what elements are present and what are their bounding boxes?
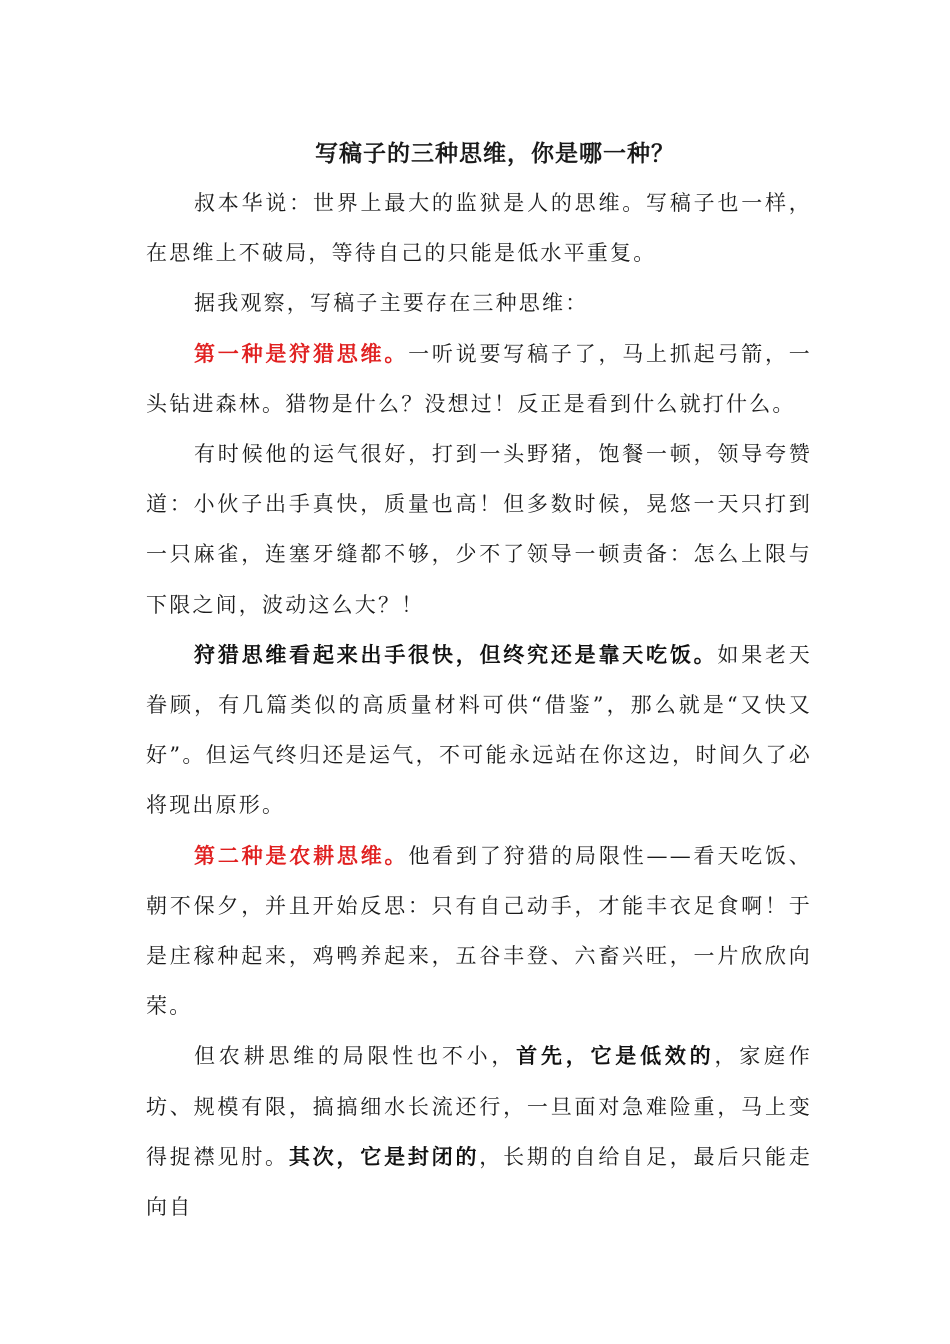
paragraph-text: ，长期的自给自足，最后只能走向自 [146,1144,812,1220]
bold-phrase: 其次，它是封闭的 [288,1143,480,1169]
document-title: 写稿子的三种思维，你是哪一种？ [315,140,675,167]
paragraph-intro [146,178,812,278]
paragraph-farming-limits [146,1031,812,1232]
document-body [146,178,812,1232]
paragraph-text: ，家庭作坊、规模有限，搞搞细水长流还行，一旦面对急难险重，马上变得捉襟见肘。 [146,1044,812,1169]
paragraph-text: 他看到了狩猎的局限性——看天吃饭、朝不保夕，并且开始反思：只有自己动手，才能丰衣足食啊！于是庄稼种起来，鸡鸭养起来，五谷丰登、六畜兴旺，一片欣欣向荣。 [146,843,812,1019]
paragraph-text: 如果老天眷顾，有几篇类似的高质量材料可供“借鉴”，那么就是“又快又好”。但运气终归还是运气，不可能永远站在你这边，时间久了必将现出原形。 [146,642,812,818]
paragraph-hunting-heading [146,329,812,429]
paragraph-hunting-summary [146,630,812,831]
paragraph-observation [146,278,812,328]
paragraph-text: 叔本华说：世界上最大的监狱是人的思维。写稿子也一样，在思维上不破局，等待自己的只能是低水平重复。 [146,191,812,266]
paragraph-text: 但农耕思维的局限性也不小， [194,1044,517,1069]
paragraph-text: 一听说要写稿子了，马上抓起弓箭，一头钻进森林。猎物是什么？没想过！反正是看到什么就打什么。 [146,341,812,416]
bold-sentence: 狩猎思维看起来出手很快，但终究还是靠天吃饭。 [194,641,718,667]
bold-phrase: 首先，它是低效的 [516,1043,715,1069]
red-heading: 第一种是狩猎思维。 [194,340,409,366]
paragraph-text: 据我观察，写稿子主要存在三种思维： [194,291,589,316]
paragraph-hunting-luck [146,429,812,630]
red-heading: 第二种是农耕思维。 [194,842,409,868]
paragraph-text: 有时候他的运气很好，打到一头野猪，饱餐一顿，领导夸赞道：小伙子出手真快，质量也高！但多数时候，晃悠一天只打到一只麻雀，连塞牙缝都不够，少不了领导一顿责备：怎么上限与下限之间，波动这么大？！ [146,442,812,617]
paragraph-farming-heading [146,831,812,1032]
